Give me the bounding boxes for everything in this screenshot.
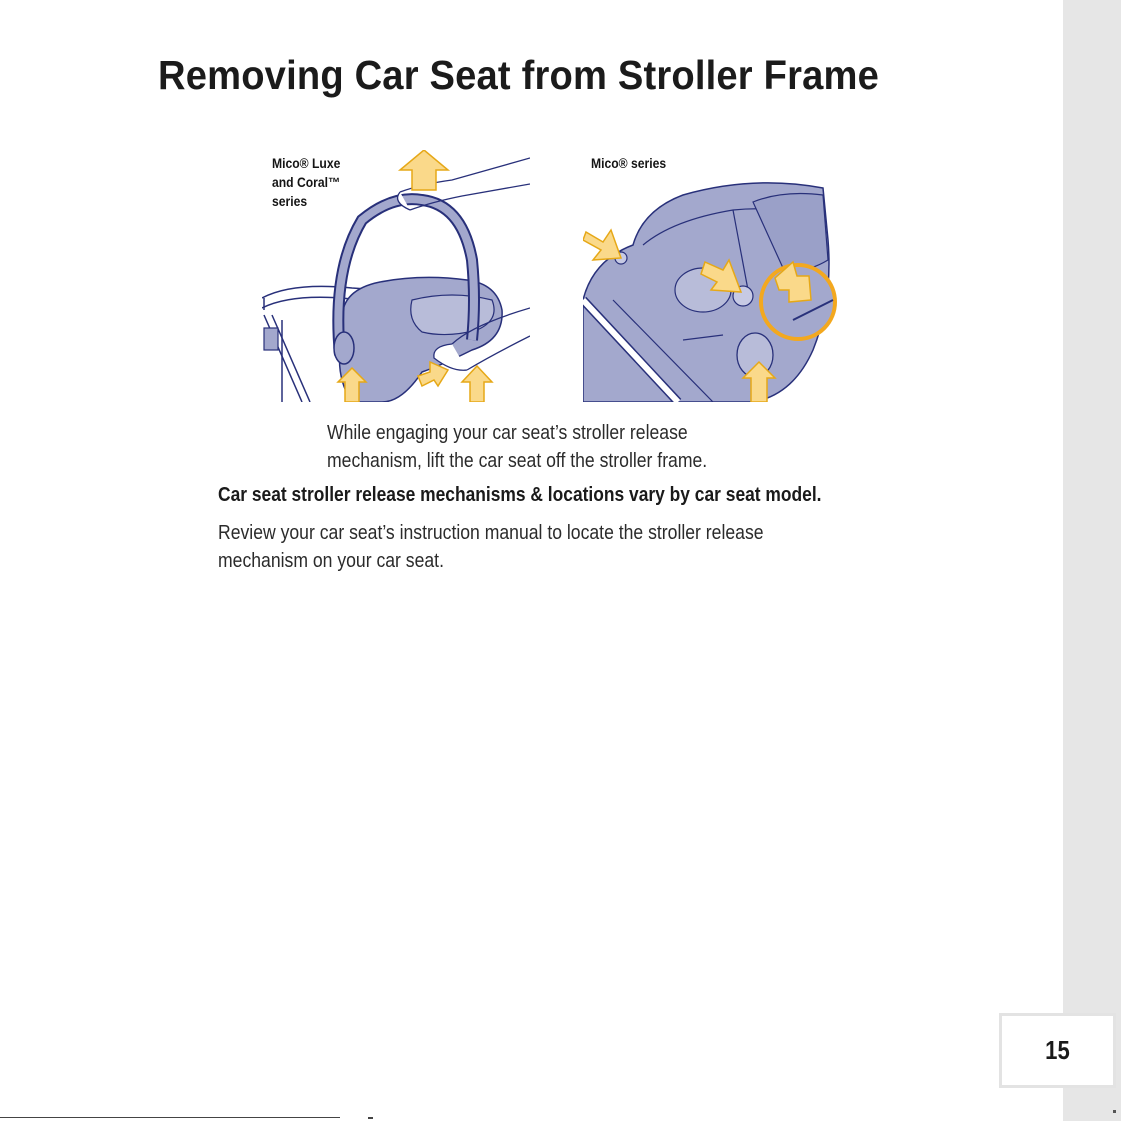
crop-mark	[368, 1117, 373, 1119]
page-title: Removing Car Seat from Stroller Frame	[158, 52, 879, 98]
page-sidebar	[1063, 0, 1121, 1121]
illustration-caption	[327, 419, 741, 475]
illustration-label-line3: series	[272, 194, 308, 209]
illustration-mico	[583, 150, 838, 402]
illustration-mico-luxe	[262, 150, 530, 402]
bottom-rule	[0, 1117, 340, 1118]
caption-line2: mechanism, lift the car seat off the stroller frame.	[327, 450, 708, 472]
car-seat-release-illustration	[583, 150, 838, 402]
page-number: 15	[1045, 1035, 1070, 1065]
page-number-tab	[999, 1013, 1116, 1088]
note-body	[218, 519, 834, 575]
illustration-label-line2: and Coral™	[272, 175, 341, 190]
note-body-line2: mechanism on your car seat.	[218, 550, 444, 572]
note-heading: Car seat stroller release mechanisms & locations vary by car seat model.	[218, 484, 822, 506]
illustration-label-mico: Mico® series	[591, 156, 667, 171]
corner-crop-mark	[1113, 1110, 1116, 1113]
caption-line1: While engaging your car seat’s stroller release	[327, 422, 688, 444]
illustration-label-line1: Mico® Luxe	[272, 156, 341, 171]
note-body-line1: Review your car seat’s instruction manual to locate the stroller release	[218, 522, 764, 544]
